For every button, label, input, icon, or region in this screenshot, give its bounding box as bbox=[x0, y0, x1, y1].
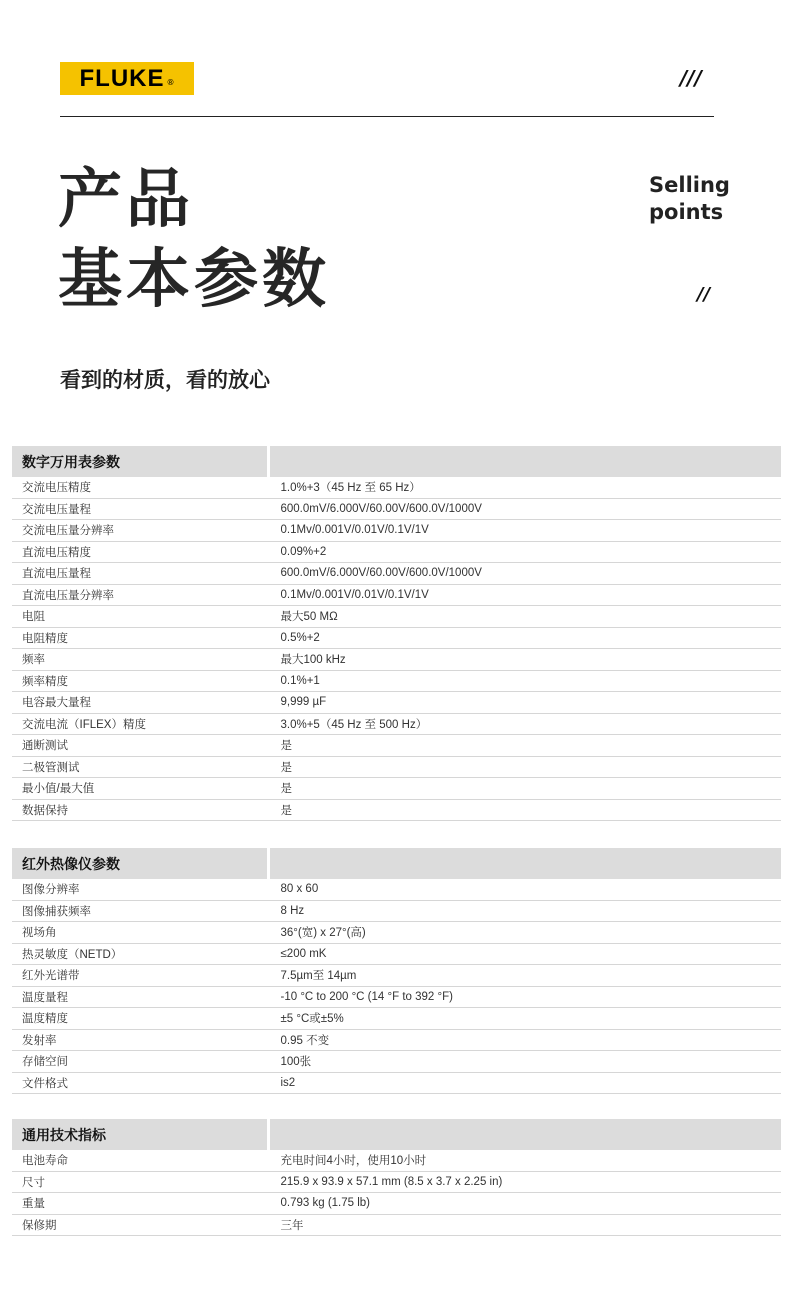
spec-value: 600.0mV/6.000V/60.00V/600.0V/1000V bbox=[269, 498, 782, 520]
spec-value: 600.0mV/6.000V/60.00V/600.0V/1000V bbox=[269, 563, 782, 585]
selling-line-2: points bbox=[649, 200, 724, 224]
spec-name: 温度精度 bbox=[12, 1008, 269, 1030]
spec-section-body bbox=[12, 446, 781, 821]
spec-value: 0.5%+2 bbox=[269, 627, 782, 649]
spec-name: 通断测试 bbox=[12, 735, 269, 757]
spec-row bbox=[12, 498, 781, 520]
spec-row bbox=[12, 1193, 781, 1215]
spec-value: 充电时间4小时，使用10小时 bbox=[269, 1150, 782, 1171]
section-header bbox=[12, 446, 781, 477]
spec-name: 频率精度 bbox=[12, 670, 269, 692]
spec-row bbox=[12, 943, 781, 965]
section-header-blank bbox=[269, 848, 782, 879]
spec-value: 是 bbox=[269, 756, 782, 778]
spec-name: 交流电压量分辨率 bbox=[12, 520, 269, 542]
spec-row bbox=[12, 1029, 781, 1051]
spec-section-body bbox=[12, 1119, 781, 1236]
spec-value: -10 °C to 200 °C (14 °F to 392 °F) bbox=[269, 986, 782, 1008]
spec-row bbox=[12, 584, 781, 606]
spec-value: is2 bbox=[269, 1072, 782, 1094]
spec-name: 图像分辨率 bbox=[12, 879, 269, 900]
spec-table-general bbox=[12, 1119, 781, 1236]
spec-row bbox=[12, 606, 781, 628]
spec-name: 存储空间 bbox=[12, 1051, 269, 1073]
spec-value: 三年 bbox=[269, 1214, 782, 1236]
spec-name: 电容最大量程 bbox=[12, 692, 269, 714]
spec-row bbox=[12, 477, 781, 498]
spec-row bbox=[12, 879, 781, 900]
selling-points-label bbox=[649, 172, 730, 226]
selling-line-1: Selling bbox=[649, 173, 730, 197]
fluke-logo bbox=[60, 62, 194, 95]
spec-value: 215.9 x 93.9 x 57.1 mm (8.5 x 3.7 x 2.25 in) bbox=[269, 1171, 782, 1193]
spec-name: 交流电压量程 bbox=[12, 498, 269, 520]
spec-name: 交流电流（IFLEX）精度 bbox=[12, 713, 269, 735]
section-title: 红外热像仪参数 bbox=[12, 848, 269, 879]
spec-value: 0.1Mv/0.001V/0.01V/0.1V/1V bbox=[269, 584, 782, 606]
section-header-blank bbox=[269, 446, 782, 477]
spec-row bbox=[12, 713, 781, 735]
spec-value: 0.793 kg (1.75 lb) bbox=[269, 1193, 782, 1215]
spec-name: 图像捕获频率 bbox=[12, 900, 269, 922]
spec-row bbox=[12, 1150, 781, 1171]
spec-row bbox=[12, 692, 781, 714]
spec-row bbox=[12, 563, 781, 585]
spec-name: 保修期 bbox=[12, 1214, 269, 1236]
spec-row bbox=[12, 756, 781, 778]
spec-row bbox=[12, 1214, 781, 1236]
section-title: 通用技术指标 bbox=[12, 1119, 269, 1150]
spec-name: 视场角 bbox=[12, 922, 269, 944]
spec-name: 直流电压精度 bbox=[12, 541, 269, 563]
spec-row bbox=[12, 670, 781, 692]
spec-row bbox=[12, 986, 781, 1008]
spec-name: 交流电压精度 bbox=[12, 477, 269, 498]
spec-value: ≤200 mK bbox=[269, 943, 782, 965]
spec-name: 直流电压量分辨率 bbox=[12, 584, 269, 606]
spec-name: 电池寿命 bbox=[12, 1150, 269, 1171]
spec-row bbox=[12, 520, 781, 542]
spec-section-body bbox=[12, 848, 781, 1094]
spec-row bbox=[12, 778, 781, 800]
spec-row bbox=[12, 799, 781, 821]
spec-value: 36°(宽) x 27°(高) bbox=[269, 922, 782, 944]
header-divider bbox=[60, 116, 714, 117]
spec-name: 尺寸 bbox=[12, 1171, 269, 1193]
spec-name: 频率 bbox=[12, 649, 269, 671]
spec-name: 电阻精度 bbox=[12, 627, 269, 649]
spec-row bbox=[12, 735, 781, 757]
section-header bbox=[12, 1119, 781, 1150]
spec-row bbox=[12, 1008, 781, 1030]
spec-value: 9,999 µF bbox=[269, 692, 782, 714]
spec-table-thermal bbox=[12, 848, 781, 1094]
title-line-2: 基本参数 bbox=[58, 243, 330, 317]
spec-name: 红外光谱带 bbox=[12, 965, 269, 987]
spec-value: 0.95 不变 bbox=[269, 1029, 782, 1051]
section-header bbox=[12, 848, 781, 879]
spec-value: 最大100 kHz bbox=[269, 649, 782, 671]
spec-value: 是 bbox=[269, 778, 782, 800]
logo-text: FLUKE bbox=[79, 64, 165, 92]
spec-value: 0.1%+1 bbox=[269, 670, 782, 692]
spec-name: 重量 bbox=[12, 1193, 269, 1215]
spec-value: 0.1Mv/0.001V/0.01V/0.1V/1V bbox=[269, 520, 782, 542]
spec-table-multimeter bbox=[12, 446, 781, 821]
spec-value: 80 x 60 bbox=[269, 879, 782, 900]
decorative-slashes-top: /// bbox=[680, 66, 702, 90]
spec-value: 是 bbox=[269, 799, 782, 821]
spec-name: 温度量程 bbox=[12, 986, 269, 1008]
spec-value: 7.5µm至 14µm bbox=[269, 965, 782, 987]
spec-value: 3.0%+5（45 Hz 至 500 Hz） bbox=[269, 713, 782, 735]
title-line-1: 产品 bbox=[58, 163, 194, 237]
spec-name: 数据保持 bbox=[12, 799, 269, 821]
spec-name: 电阻 bbox=[12, 606, 269, 628]
section-header-blank bbox=[269, 1119, 782, 1150]
spec-value: 1.0%+3（45 Hz 至 65 Hz） bbox=[269, 477, 782, 498]
spec-value: 8 Hz bbox=[269, 900, 782, 922]
subtitle: 看到的材质，看的放心 bbox=[60, 368, 270, 392]
spec-row bbox=[12, 1051, 781, 1073]
spec-name: 文件格式 bbox=[12, 1072, 269, 1094]
spec-name: 直流电压量程 bbox=[12, 563, 269, 585]
spec-value: 100张 bbox=[269, 1051, 782, 1073]
spec-row bbox=[12, 627, 781, 649]
spec-value: 是 bbox=[269, 735, 782, 757]
spec-value: 最大50 MΩ bbox=[269, 606, 782, 628]
spec-name: 热灵敏度（NETD） bbox=[12, 943, 269, 965]
decorative-slashes-bottom: // bbox=[697, 284, 711, 305]
spec-row bbox=[12, 922, 781, 944]
spec-row bbox=[12, 900, 781, 922]
spec-row bbox=[12, 649, 781, 671]
spec-row bbox=[12, 541, 781, 563]
spec-row bbox=[12, 1072, 781, 1094]
spec-row bbox=[12, 965, 781, 987]
spec-row bbox=[12, 1171, 781, 1193]
spec-value: 0.09%+2 bbox=[269, 541, 782, 563]
section-title: 数字万用表参数 bbox=[12, 446, 269, 477]
spec-name: 二极管测试 bbox=[12, 756, 269, 778]
spec-name: 发射率 bbox=[12, 1029, 269, 1051]
spec-value: ±5 °C或±5% bbox=[269, 1008, 782, 1030]
spec-name: 最小值/最大值 bbox=[12, 778, 269, 800]
registered-mark: ® bbox=[166, 78, 175, 87]
